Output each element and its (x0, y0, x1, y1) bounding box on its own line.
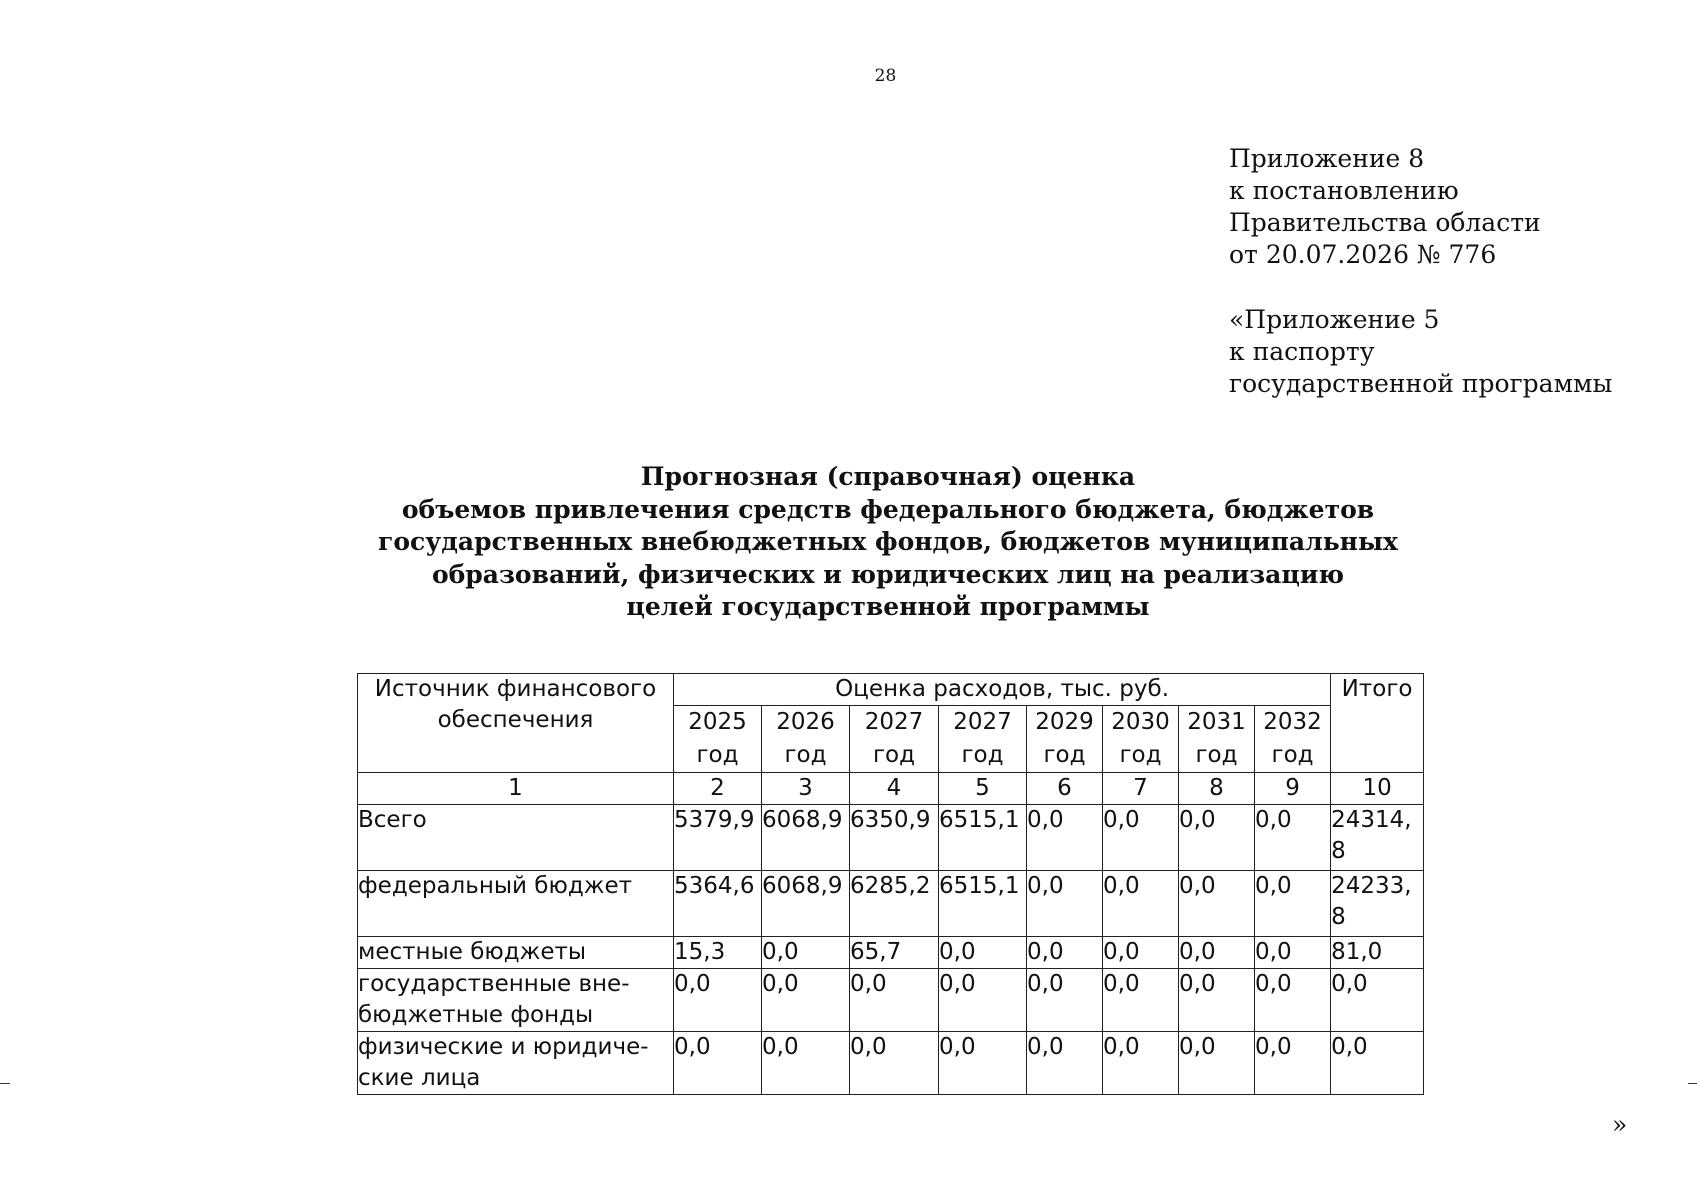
row-total-cell: 0,0 (1331, 1032, 1424, 1095)
table-cell: 0,0 (762, 937, 850, 969)
table-cell: 6515,1 (939, 871, 1027, 937)
header-year-cell (674, 706, 762, 773)
year-value: 2031 (1187, 709, 1246, 735)
table-row-federal (358, 871, 1424, 937)
appendix-quote-line: «Приложение 5 (1229, 305, 1440, 334)
header-source-cell (358, 674, 674, 773)
appendix-line: Правительства области (1229, 208, 1541, 237)
title-line: объемов привлечения средств федерального бюджета, бюджетов (401, 494, 1375, 524)
table-cell: 0,0 (1255, 871, 1331, 937)
title-line: образований, физических и юридических лиц на реализацию (431, 559, 1345, 589)
row-label-line: федеральный бюджет (358, 873, 632, 899)
column-number: 7 (1103, 773, 1179, 805)
column-number: 1 (358, 773, 674, 805)
table-cell: 0,0 (939, 1032, 1027, 1095)
column-number: 5 (939, 773, 1027, 805)
table-cell: 0,0 (1255, 805, 1331, 871)
appendix-reference (1229, 143, 1541, 271)
title-line: целей государственной программы (626, 592, 1150, 621)
table-cell: 0,0 (762, 969, 850, 1032)
table-cell: 6515,1 (939, 805, 1027, 871)
table-cell: 6285,2 (850, 871, 939, 937)
table-row-local (358, 937, 1424, 969)
row-label (358, 871, 674, 937)
table-cell: 0,0 (1255, 1032, 1331, 1095)
column-number: 10 (1331, 773, 1424, 805)
row-label (358, 805, 674, 871)
row-total-cell (1331, 871, 1424, 937)
finance-table (357, 673, 1424, 1095)
table-cell: 0,0 (1103, 937, 1179, 969)
table-cell: 0,0 (1179, 1032, 1255, 1095)
table-cell: 0,0 (1179, 805, 1255, 871)
row-total-cell (1331, 805, 1424, 871)
table-cell: 0,0 (1103, 1032, 1179, 1095)
table-cell: 0,0 (1103, 969, 1179, 1032)
row-total-cell: 81,0 (1331, 937, 1424, 969)
row-label-line: бюджетные фонды (358, 1002, 594, 1028)
table-cell: 0,0 (850, 969, 939, 1032)
row-label-line: государственные вне- (358, 971, 630, 997)
table-cell: 0,0 (939, 937, 1027, 969)
year-unit: год (1043, 742, 1086, 768)
year-value: 2032 (1263, 709, 1322, 735)
header-total: Итого (1331, 674, 1424, 773)
closing-quote-mark: » (1612, 1110, 1628, 1139)
column-number: 4 (850, 773, 939, 805)
year-unit: год (961, 742, 1004, 768)
year-value: 2026 (776, 709, 835, 735)
row-total-line: 24233, (1331, 873, 1412, 899)
header-source-line: Источник финансового (374, 676, 657, 702)
header-source-line: обеспечения (437, 707, 594, 733)
row-total-line: 8 (1331, 838, 1346, 864)
year-unit: год (872, 742, 916, 768)
column-number: 3 (762, 773, 850, 805)
column-number-row (358, 773, 1424, 805)
table-row-total (358, 805, 1424, 871)
table-cell: 0,0 (1179, 969, 1255, 1032)
row-label (358, 1032, 674, 1095)
row-label-line: ские лица (358, 1065, 481, 1091)
appendix-line: от 20.07.2026 № 776 (1229, 240, 1497, 269)
row-total-cell: 0,0 (1331, 969, 1424, 1032)
year-unit: год (696, 742, 739, 768)
table-cell: 0,0 (1027, 969, 1103, 1032)
header-year-cell (939, 706, 1027, 773)
year-value: 2029 (1035, 709, 1094, 735)
row-total-line: 8 (1331, 904, 1346, 930)
table-cell: 5364,6 (674, 871, 762, 937)
row-label (358, 969, 674, 1032)
appendix-quote-line: государственной программы (1229, 369, 1613, 398)
row-total-line: 24314, (1331, 807, 1412, 833)
year-value: 2025 (688, 709, 747, 735)
table-cell: 15,3 (674, 937, 762, 969)
title-line: государственных внебюджетных фондов, бюджетов муниципальных (378, 527, 1398, 556)
appendix-quote-reference (1229, 304, 1612, 400)
header-expenses-group: Оценка расходов, тыс. руб. (674, 674, 1331, 706)
table-row-offbudget (358, 969, 1424, 1032)
column-number: 8 (1179, 773, 1255, 805)
table-cell: 65,7 (850, 937, 939, 969)
year-value: 2027 (864, 709, 924, 735)
table-cell: 0,0 (1103, 871, 1179, 937)
table-cell: 0,0 (939, 969, 1027, 1032)
appendix-line: Приложение 8 (1229, 144, 1425, 173)
table-row-persons (358, 1032, 1424, 1095)
title-line: Прогнозная (справочная) оценка (640, 462, 1136, 491)
year-unit: год (1195, 742, 1238, 768)
table-cell: 0,0 (1255, 937, 1331, 969)
margin-mark (1688, 1083, 1697, 1084)
header-year-cell (1255, 706, 1331, 773)
table-cell: 6068,9 (762, 805, 850, 871)
column-number: 2 (674, 773, 762, 805)
row-label-line: Всего (358, 807, 427, 833)
column-number: 9 (1255, 773, 1331, 805)
column-number: 6 (1027, 773, 1103, 805)
appendix-quote-line: к паспорту (1229, 337, 1375, 366)
table-cell: 0,0 (762, 1032, 850, 1095)
table-cell: 0,0 (1179, 937, 1255, 969)
table-cell: 0,0 (1027, 805, 1103, 871)
header-year-cell (850, 706, 939, 773)
row-label-line: местные бюджеты (358, 939, 587, 965)
year-unit: год (1119, 742, 1162, 768)
header-year-cell (1179, 706, 1255, 773)
table-cell: 0,0 (1027, 937, 1103, 969)
table-cell: 6068,9 (762, 871, 850, 937)
table-cell: 0,0 (674, 969, 762, 1032)
table-cell: 0,0 (1027, 871, 1103, 937)
table-cell: 0,0 (850, 1032, 939, 1095)
appendix-line: к постановлению (1229, 176, 1459, 205)
table-cell: 0,0 (1179, 871, 1255, 937)
table-cell: 0,0 (1103, 805, 1179, 871)
year-value: 2027 (953, 709, 1012, 735)
row-label (358, 937, 674, 969)
header-year-cell (762, 706, 850, 773)
margin-mark (0, 1083, 10, 1084)
page-number: 28 (874, 66, 897, 86)
row-label-line: физические и юридиче- (358, 1034, 649, 1060)
table-cell: 6350,9 (850, 805, 939, 871)
header-year-cell (1103, 706, 1179, 773)
table-header-row (358, 674, 1424, 706)
table-cell: 0,0 (1027, 1032, 1103, 1095)
header-year-cell (1027, 706, 1103, 773)
year-value: 2030 (1111, 709, 1170, 735)
document-title (340, 461, 1436, 624)
table-cell: 0,0 (1255, 969, 1331, 1032)
table-cell: 5379,9 (674, 805, 762, 871)
year-unit: год (784, 742, 827, 768)
year-unit: год (1271, 742, 1314, 768)
table-cell: 0,0 (674, 1032, 762, 1095)
